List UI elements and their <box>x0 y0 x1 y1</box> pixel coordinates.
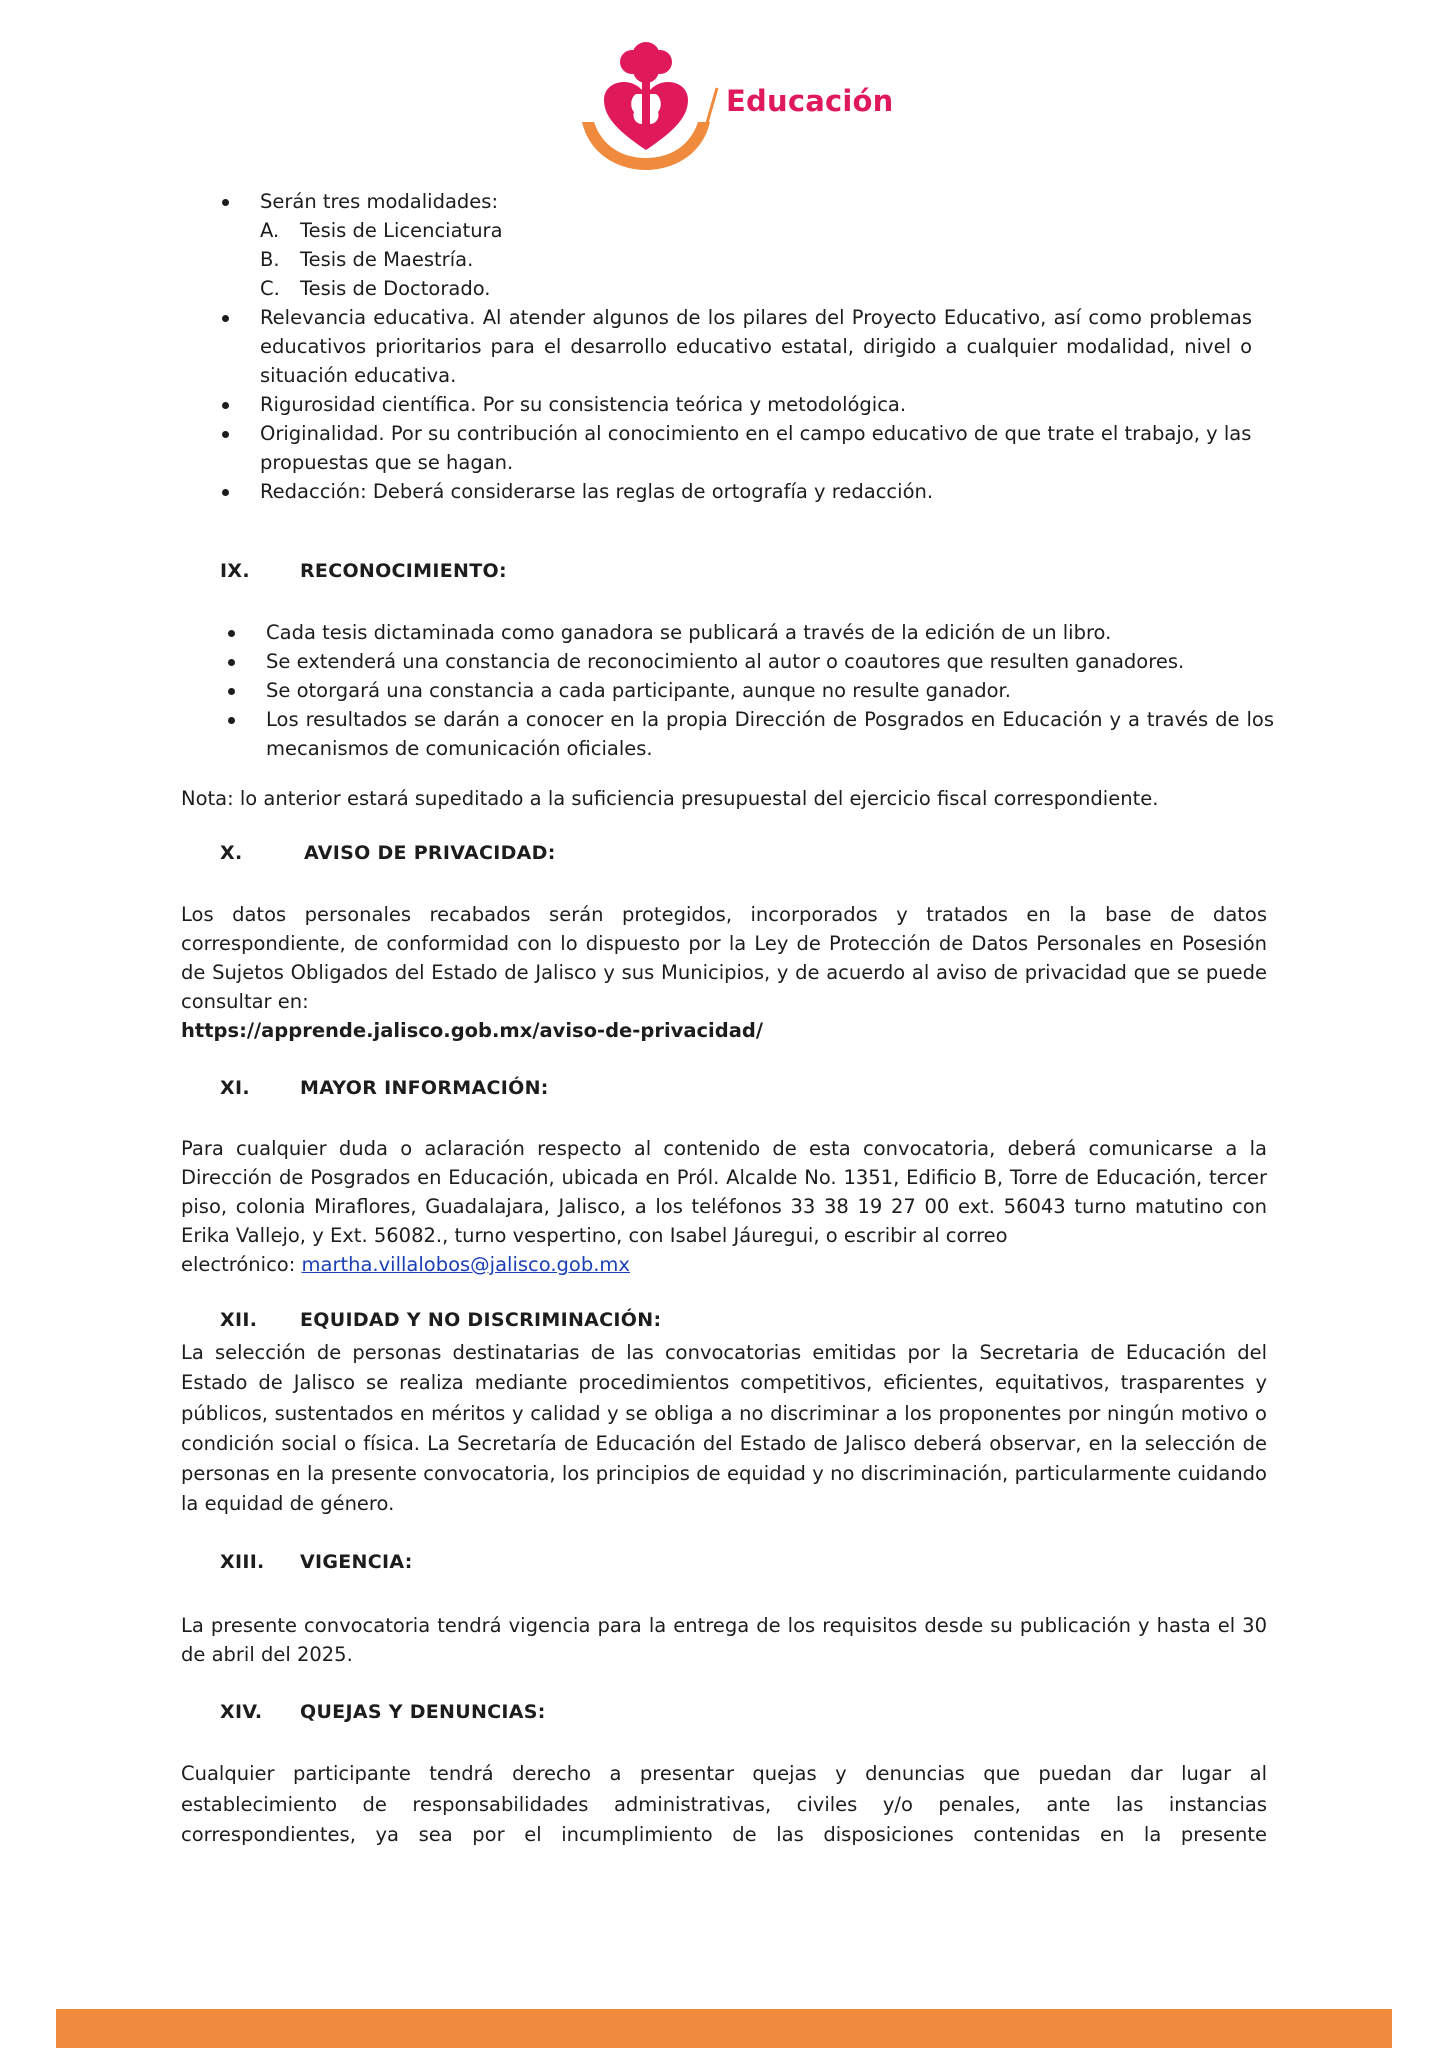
divider-slash-icon <box>701 86 721 136</box>
list-item-text: Los resultados se darán a conocer en la propia Dirección de Posgrados en Educación y a través de los mecanismos de comunicación oficiales. <box>266 708 1274 760</box>
list-item-text: Cada tesis dictaminada como ganadora se publicará a través de la edición de un libro. <box>266 621 1112 644</box>
list-item <box>226 618 1274 647</box>
validity-body: La presente convocatoria tendrá vigencia para la entrega de los requisitos desde su publicación y hasta el 30 de abril del 2025. <box>181 1614 1267 1666</box>
bullet-icon <box>222 402 229 409</box>
recognition-list <box>226 618 1274 763</box>
criteria-list <box>220 187 1252 506</box>
list-item <box>226 676 1274 705</box>
section-heading-equity <box>220 1309 661 1331</box>
bullet-icon <box>222 489 229 496</box>
section-heading-info <box>220 1077 549 1099</box>
list-item <box>226 647 1274 676</box>
list-item <box>260 245 1252 274</box>
section-title: MAYOR INFORMACIÓN: <box>300 1077 549 1099</box>
section-number: XII. <box>220 1309 258 1331</box>
footer-bar <box>56 2009 1392 2048</box>
modalities-intro: Serán tres modalidades: <box>260 190 499 213</box>
bullet-icon <box>228 630 235 637</box>
list-letter: A. <box>260 219 280 242</box>
criterion-writing: Redacción: Deberá considerarse las reglas de ortografía y redacción. <box>260 480 934 503</box>
list-item <box>226 705 1274 763</box>
info-email-line <box>181 1250 1267 1279</box>
modalities-list <box>260 216 1252 303</box>
criterion-relevance: Relevancia educativa. Al atender algunos de los pilares del Proyecto Educativo, así como problemas educativos prioritarios para el desarrollo educativo estatal, dirigido a cualquier modalidad, nivel o situación educativa. <box>260 306 1252 387</box>
tree-heart-logo-icon <box>576 38 716 170</box>
section-number: XIV. <box>220 1701 263 1723</box>
section-heading-validity <box>220 1551 413 1573</box>
list-item <box>220 187 1252 303</box>
email-label: electrónico: <box>181 1253 296 1276</box>
info-text: Para cualquier duda o aclaración respecto al contenido de esta convocatoria, deberá comunicarse a la Dirección de Posgrados en Educación, ubicada en Pról. Alcalde No. 1351, Edificio B, Torre de Educación, tercer piso, colonia Miraflores, Guadalajara, Jalisco, a los teléfonos 33 38 19 27 00 ext. 56043 turno matutino con Erika Vallejo, y Ext. 56082., turno vespertino, con Isabel Jáuregui, o escribir al correo <box>181 1137 1267 1247</box>
header-logo <box>576 38 896 170</box>
modality-text: Tesis de Doctorado. <box>300 277 491 300</box>
list-letter: B. <box>260 248 280 271</box>
section-number: X. <box>220 842 243 864</box>
modality-text: Tesis de Maestría. <box>300 248 474 271</box>
section-title: QUEJAS Y DENUNCIAS: <box>300 1701 546 1723</box>
list-item <box>260 274 1252 303</box>
bullet-icon <box>228 659 235 666</box>
privacy-url[interactable]: https://apprende.jalisco.gob.mx/aviso-de-privacidad/ <box>181 1019 763 1042</box>
list-item <box>220 477 1252 506</box>
complaints-body: Cualquier participante tendrá derecho a presentar quejas y denuncias que puedan dar lugar al establecimiento de responsabilidades administrativas, civiles y/o penales, ante las instancias correspondientes, ya sea por el incumplimiento de las disposiciones contenidas en la presente <box>181 1762 1267 1846</box>
recognition-note: Nota: lo anterior estará supeditado a la suficiencia presupuestal del ejercicio fiscal correspondiente. <box>181 787 1159 810</box>
bullet-icon <box>222 431 229 438</box>
brand-text: Educación <box>726 84 894 118</box>
info-body <box>181 1134 1267 1279</box>
section-number: XI. <box>220 1077 250 1099</box>
list-item <box>220 303 1252 390</box>
section-number: XIII. <box>220 1551 265 1573</box>
list-item <box>220 419 1252 477</box>
section-title: VIGENCIA: <box>300 1551 413 1573</box>
section-heading-recognition <box>220 560 507 582</box>
section-title: EQUIDAD Y NO DISCRIMINACIÓN: <box>300 1309 662 1331</box>
list-letter: C. <box>260 277 280 300</box>
criterion-originality: Originalidad. Por su contribución al conocimiento en el campo educativo de que trate el trabajo, y las propuestas que se hagan. <box>260 422 1252 474</box>
list-item-text: Se extenderá una constancia de reconocimiento al autor o coautores que resulten ganadores. <box>266 650 1185 673</box>
list-item <box>220 390 1252 419</box>
email-link[interactable]: martha.villalobos@jalisco.gob.mx <box>301 1253 630 1276</box>
privacy-body: Los datos personales recabados serán protegidos, incorporados y tratados en la base de datos correspondiente, de conformidad con lo dispuesto por la Ley de Protección de Datos Personales en Posesión de Sujetos Obligados del Estado de Jalisco y sus Municipios, y de acuerdo al aviso de privacidad que se puede consultar en: <box>181 903 1267 1013</box>
section-heading-privacy <box>220 842 556 864</box>
bullet-icon <box>228 717 235 724</box>
list-item <box>260 216 1252 245</box>
list-item-text: Se otorgará una constancia a cada participante, aunque no resulte ganador. <box>266 679 1011 702</box>
section-title: AVISO DE PRIVACIDAD: <box>304 842 556 864</box>
section-number: IX. <box>220 560 250 582</box>
criterion-rigor: Rigurosidad científica. Por su consistencia teórica y metodológica. <box>260 393 907 416</box>
bullet-icon <box>228 688 235 695</box>
modality-text: Tesis de Licenciatura <box>300 219 503 242</box>
bullet-icon <box>222 315 229 322</box>
equity-body: La selección de personas destinatarias de las convocatorias emitidas por la Secretaria de Educación del Estado de Jalisco se realiza mediante procedimientos competitivos, eficientes, equitativos, trasparentes y públicos, sustentados en méritos y calidad y se obliga a no discriminar a los proponentes por ningún motivo o condición social o física. La Secretaría de Educación del Estado de Jalisco deberá observar, en la selección de personas en la presente convocatoria, los principios de equidad y no discriminación, particularmente cuidando la equidad de género. <box>181 1341 1267 1516</box>
section-title: RECONOCIMIENTO: <box>300 560 507 582</box>
bullet-icon <box>222 199 229 206</box>
section-heading-complaints <box>220 1701 546 1723</box>
